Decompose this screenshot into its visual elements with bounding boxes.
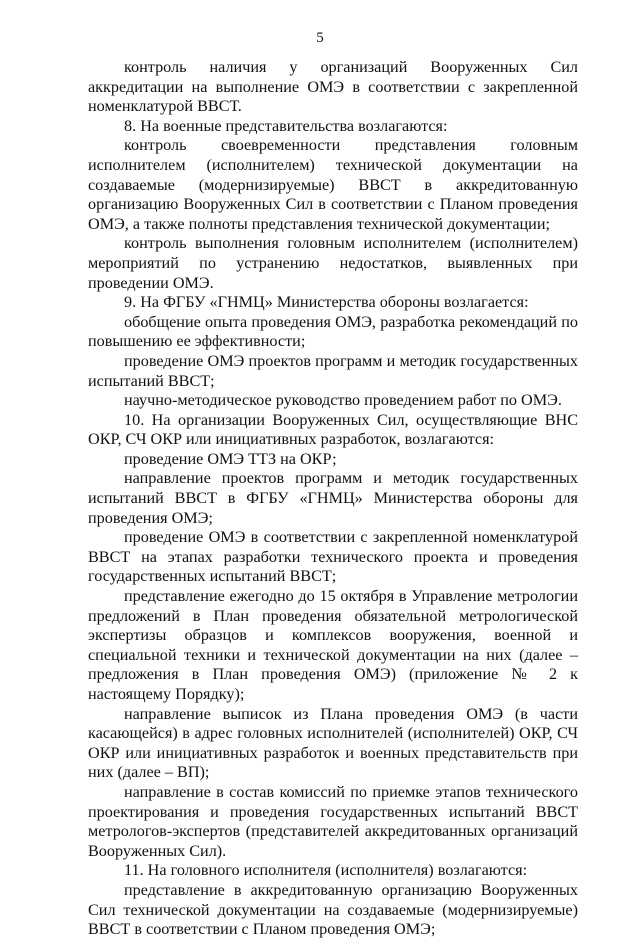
paragraph-7: проведение ОМЭ проектов программ и методик государственных испытаний ВВСТ; [88, 351, 578, 390]
paragraph-17: представление в аккредитованную организацию Вооруженных Сил технической документации на создаваемые (модернизируемые) ВВСТ в соответствии с Планом проведения ОМЭ; [88, 880, 578, 939]
paragraph-4: контроль выполнения головным исполнителем (исполнителем) мероприятий по устранению недостатков, выявленных при проведении ОМЭ. [88, 234, 578, 292]
paragraph-1: контроль наличия у организаций Вооруженных Сил аккредитации на выполнение ОМЭ в соответствии с закрепленной номенклатурой ВВСТ. [88, 58, 578, 116]
paragraph-15: направление в состав комиссий по приемке этапов технического проектирования и проведения государственных испытаний ВВСТ метрологов-экспертов (представителей аккредитованных организаций Вооруженных Сил). [88, 782, 578, 860]
paragraph-5: 9. На ФГБУ «ГНМЦ» Министерства обороны возлагается: [124, 293, 529, 312]
paragraph-16: 11. На головного исполнителя (исполнителя) возлагаются: [124, 861, 528, 880]
paragraph-12: проведение ОМЭ в соответствии с закрепленной номенклатурой ВВСТ на этапах разработки технического проекта и проведения государственных испытаний ВВСТ; [88, 528, 578, 586]
paragraph-8: научно-методическое руководство проведением работ по ОМЭ. [124, 391, 562, 410]
paragraph-11: направление проектов программ и методик государственных испытаний ВВСТ в ФГБУ «ГНМЦ» Министерства обороны для проведения ОМЭ; [88, 469, 578, 527]
paragraph-2: 8. На военные представительства возлагаются: [124, 116, 448, 135]
paragraph-13: представление ежегодно до 15 октября в Управление метрологии предложений в План проведения обязательной метрологической экспертизы образцов и комплексов вооружения, военной и специальной техники и технической документации на них (далее – предложения в План проведения ОМЭ) (приложение № 2 к настоящему Порядку); [88, 587, 578, 703]
paragraph-9: 10. На организации Вооруженных Сил, осуществляющие ВНС ОКР, СЧ ОКР или инициативных разработок, возлагаются: [88, 410, 578, 449]
paragraph-10: проведение ОМЭ ТТЗ на ОКР; [124, 449, 337, 468]
paragraph-3: контроль своевременности представления головным исполнителем (исполнителем) технической документации на создаваемые (модернизируемые) ВВСТ в аккредитованную организацию Вооруженных Сил в соответствии с Планом проведения ОМЭ, а также полноты представления технической документации; [88, 136, 578, 233]
paragraph-6: обобщение опыта проведения ОМЭ, разработка рекомендаций по повышению ее эффективности; [88, 312, 578, 351]
paragraph-14: направление выписок из Плана проведения ОМЭ (в части касающейся) в адрес головных исполнителей (исполнителей) ОКР, СЧ ОКР или инициативных разработок и военных представительств при них (далее – ВП); [88, 704, 578, 782]
page-number: 5 [316, 30, 324, 46]
document-body [88, 58, 578, 940]
